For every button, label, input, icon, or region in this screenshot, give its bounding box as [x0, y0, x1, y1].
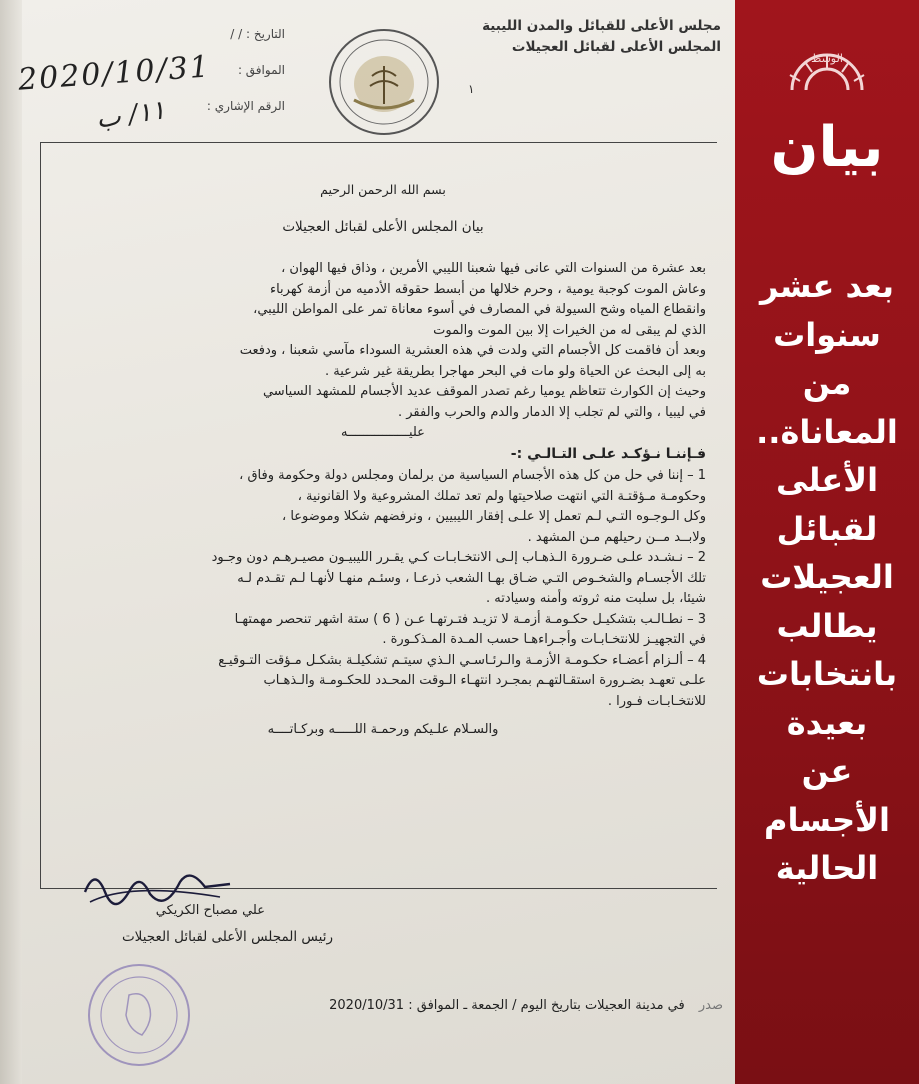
intro-line: الذي لم يبقى له من الخيرات إلا بين الموت والموت	[433, 322, 706, 338]
headline-line: الأعلى	[775, 461, 879, 499]
news-headline	[744, 262, 910, 893]
headline-line: المعاناة..	[756, 412, 898, 451]
official-stamp-icon	[84, 960, 194, 1070]
corresponding-label: الموافق :	[237, 63, 285, 77]
handwritten-reference: ١١/ ب	[94, 95, 168, 135]
statement-badge: بيان	[770, 115, 884, 180]
statement-body	[60, 182, 706, 737]
intro-line: وحيث إن الكوارث تتعاظم يوميا رغم تصدر الموقف عديد الأجسام للمشهد السياسي	[262, 384, 706, 399]
headline-line: عن	[801, 752, 853, 790]
intro-line: به إلى البحث عن الحياة ولو مات في البحر مهاجرا بطريقة غير شرعية .	[324, 363, 706, 379]
point-line: للانتخـابـات فـورا .	[607, 693, 706, 709]
reference-label: الرقم الإشاري :	[206, 99, 285, 113]
point-line: ولابــد مــن رحيلهم مـن المشهد .	[527, 529, 706, 545]
signer-title: رئيس المجلس الأعلى لقبائل العجيلات	[121, 929, 333, 945]
point-line: تلك الأجسـام والشخـوص التـي ضـاق بهـا الشعب ذرعـا ، وسئـم منهـا لأنهـا لـم تقـدم لـه	[237, 570, 706, 586]
paper-fold-shadow	[0, 0, 22, 1084]
point-line: شيئا، بل سلبت منه ثروته وأمنه وسيادته .	[486, 591, 706, 606]
point-line: 2 – نـشـدد علـى ضـرورة الـذهـاب إلـى الانتخـابـات كـي يقـرر الليبيـون مصيـرهـم دون وجـود	[211, 550, 706, 565]
headline-line: يطالب	[776, 606, 878, 645]
headline-line: بانتخابات	[756, 655, 898, 693]
handwritten-date: 2020/10/31	[17, 49, 212, 98]
date-label: التاريخ :	[245, 27, 285, 41]
letterhead-organization	[482, 16, 721, 58]
intro-line: بعد عشرة من السنوات التي عانى فيها شعبنا الليبي الأمرين ، وذاق فيها الهوان ،	[281, 261, 706, 276]
headline-line: العجيلات	[760, 558, 894, 596]
intro-line: في ليبيا ، والتي لم تجلب إلا الدمار والدم والحرب والفقر .	[397, 404, 706, 420]
closing-greeting: والسـلام علـيكم ورحمـة اللـــــه وبركـاتــــه	[267, 722, 499, 737]
date-slashes: / /	[230, 27, 243, 41]
headline-line: سنوات	[773, 315, 881, 354]
statement-footer	[329, 998, 723, 1013]
letterhead-line-2: المجلس الأعلى لقبائل العجيلات	[511, 39, 721, 55]
point-line: علـى تعهـد بضـرورة استقـالتهـم بمجـرد انتهـاء الـوقت المحـدد للحكـومـة والـذهـاب	[263, 673, 706, 688]
page-number-mark: ١	[468, 82, 475, 96]
intro-line: وبعد أن فاقمت كل الأجسام التي ولدت في هذه العشرية السوداء مآسي شعبنا ، ودفعت	[239, 343, 706, 358]
statement-title: بيان المجلس الأعلى لقبائل العجيلات	[282, 219, 484, 235]
point-line: وكل الـوجـوه التـي لـم تعمل إلا علـى إفقار الليبيين ، ونرفضهم شكلا وموضوعا ،	[282, 509, 706, 524]
intro-line: وانقطاع المياه وشح السيولة في المصارف في أسوء معاناة تمر على المواطن الليبي،	[253, 302, 706, 317]
headline-line: الحالية	[775, 849, 879, 887]
point-line: وحكومـة مـؤقتـة التي انتهت صلاحيتها ولم تعد تملك المشروعية ولا القانونية ،	[297, 488, 706, 504]
footer-prefix: صدر	[698, 998, 723, 1013]
letterhead-line-1: مجلس الأعلى للقبائل والمدن الليبية	[482, 18, 721, 34]
alayh-separator: عليــــــــــــــــه	[341, 425, 425, 440]
point-line: 3 – نطـالـب بتشكيـل حكـومـة أزمـة لا تزيـد فتـرتهـا عـن ( 6 ) ستة اشهر تنحصر مهمتهـا	[234, 611, 706, 627]
point-line: 4 – ألـزام أعضـاء حكـومـة الأزمـة والـرئـاسـي الـذي سيتـم تشكيلـة بشكـل مـؤقت التـوقيـع	[218, 652, 706, 668]
intro-line: وعاش الموت كوجبة يومية ، وحرم خلالها من أبسط حقوقه الأدميه من أزمة كهرباء	[269, 281, 706, 297]
points-subheading: فـإننـا نـؤكـد علـى التـالـي :-	[510, 446, 706, 462]
headline-line: بعد عشر	[759, 267, 895, 305]
logo-text: الوسط	[811, 52, 843, 65]
emblem-seal-icon	[324, 26, 444, 138]
point-line: في التجهيـز للانتخـابـات وأجـراءهـا حسب المـدة المـذكـورة .	[382, 632, 706, 647]
headline-line: الأجسام	[764, 800, 890, 839]
basmala: بسم الله الرحمن الرحيم	[320, 182, 446, 197]
headline-line: من	[802, 364, 852, 402]
point-line: 1 – إننا في حل من كل هذه الأجسام السياسية من برلمان ومجلس دولة وحكومة وفاق ،	[239, 468, 706, 483]
headline-line: لقبائل	[776, 509, 878, 548]
headline-line: بعيدة	[786, 703, 868, 742]
news-logo-icon	[772, 48, 882, 98]
footer-date-line: في مدينة العجيلات بتاريخ اليوم / الجمعة ـ الموافق : 2020/10/31	[329, 998, 685, 1013]
signer-name: علي مصباح الكريكي	[155, 903, 265, 918]
